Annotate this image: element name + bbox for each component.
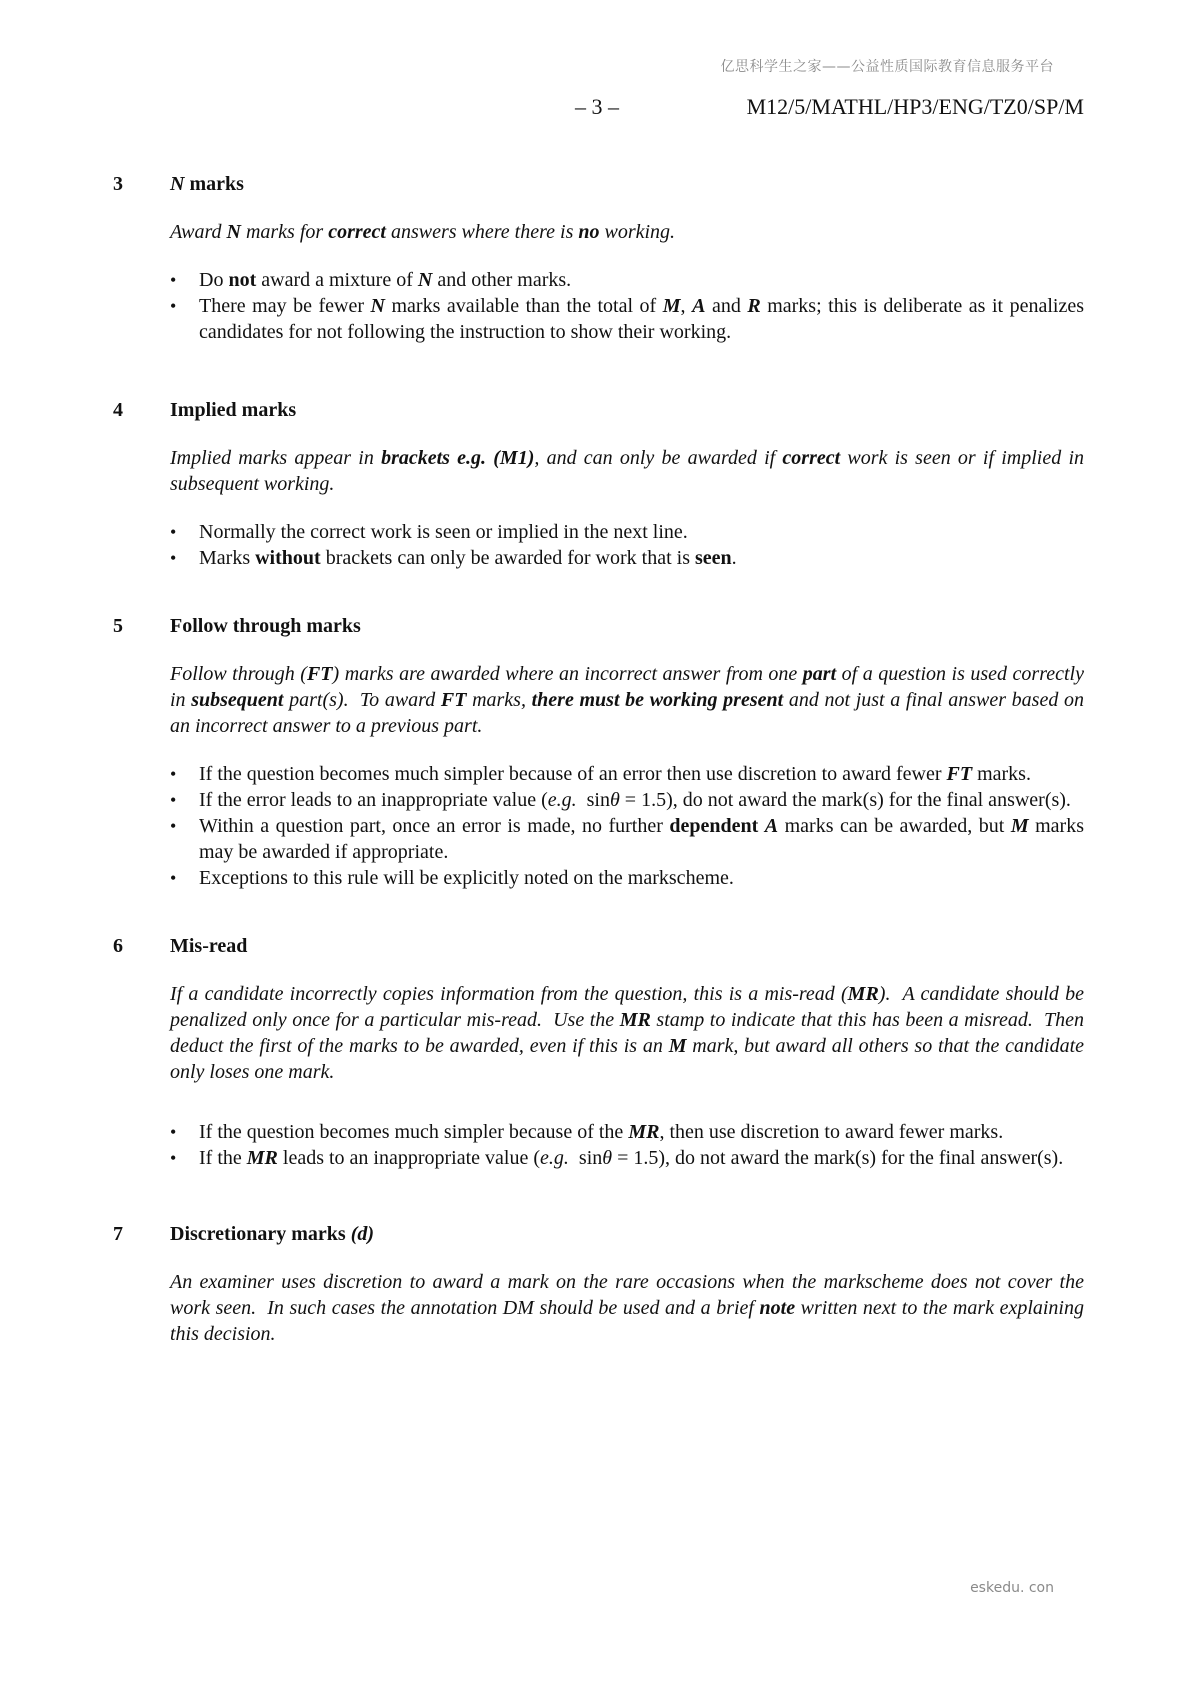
bullet-list (170, 1119, 1084, 1171)
section-title: Mis-read (170, 935, 248, 957)
bullet-list (170, 519, 1084, 571)
document-body (0, 171, 1191, 1389)
bullet-list (170, 267, 1084, 345)
section-number: 6 (113, 935, 123, 957)
section-number: 7 (113, 1223, 123, 1245)
bullet-item: • Within a question part, once an error is made, no further dependent A marks can be awarded, but M marks may be awarded if appropriate. (170, 813, 1084, 865)
section-5 (0, 613, 1191, 891)
section-number: 4 (113, 399, 123, 421)
section-paragraph: Award N marks for correct answers where there is no working. (170, 221, 676, 243)
section-number: 5 (113, 615, 123, 637)
bullet-item: • There may be fewer N marks available than the total of M, A and R marks; this is deliberate as it penalizes candidates for not following the instruction to show their working. (170, 293, 1084, 345)
bullet-item: • If the MR leads to an inappropriate value (e.g. sinθ = 1.5), do not award the mark(s) for the final answer(s). (170, 1145, 1084, 1171)
bullet-list (170, 761, 1084, 891)
section-6 (0, 933, 1191, 1171)
bullet-item: • Exceptions to this rule will be explicitly noted on the markscheme. (170, 865, 1084, 891)
bullet-item: • If the question becomes much simpler because of an error then use discretion to award fewer FT marks. (170, 761, 1084, 787)
page-header (0, 94, 1191, 124)
section-title: N marks (170, 173, 244, 195)
section-paragraph: An examiner uses discretion to award a mark on the rare occasions when the markscheme does not cover the work seen. In such cases the annotation DM should be used and a brief note written next to the mark explaining this decision. (170, 1271, 1084, 1345)
section-7 (0, 1221, 1191, 1347)
bullet-item: • If the question becomes much simpler because of the MR, then use discretion to award fewer marks. (170, 1119, 1084, 1145)
document-code: M12/5/MATHL/HP3/ENG/TZ0/SP/M (746, 94, 1084, 119)
watermark: 亿思科学生之家——公益性质国际教育信息服务平台 (720, 59, 1054, 75)
section-4 (0, 397, 1191, 571)
section-number: 3 (113, 173, 123, 195)
footer-watermark: eskedu. con (970, 1580, 1054, 1596)
section-title: Discretionary marks (d) (170, 1223, 375, 1245)
bullet-item: • Marks without brackets can only be awarded for work that is seen. (170, 545, 1084, 571)
section-title: Implied marks (170, 399, 297, 421)
bullet-item: • Normally the correct work is seen or implied in the next line. (170, 519, 1084, 545)
section-title: Follow through marks (170, 615, 361, 637)
bullet-item: • Do not award a mixture of N and other marks. (170, 267, 1084, 293)
section-paragraph: Follow through (FT) marks are awarded where an incorrect answer from one part of a question is used correctly in subsequent part(s). To award FT marks, there must be working present and not just a final answer based on an incorrect answer to a previous part. (170, 663, 1084, 737)
section-paragraph: Implied marks appear in brackets e.g. (M1), and can only be awarded if correct work is seen or if implied in subsequent working. (170, 447, 1085, 495)
section-3 (0, 171, 1191, 345)
section-paragraph: If a candidate incorrectly copies information from the question, this is a mis-read (MR). A candidate should be penalized only once for a particular mis-read. Use the MR stamp to indicate that this has been a misread. Then deduct the first of the marks to be awarded, even if this is an M mark, but award all others so that the candidate only loses one mark. (170, 983, 1085, 1083)
bullet-item: • If the error leads to an inappropriate value (e.g. sinθ = 1.5), do not award the mark(s) for the final answer(s). (170, 787, 1084, 813)
page-number: – 3 – (575, 94, 619, 119)
